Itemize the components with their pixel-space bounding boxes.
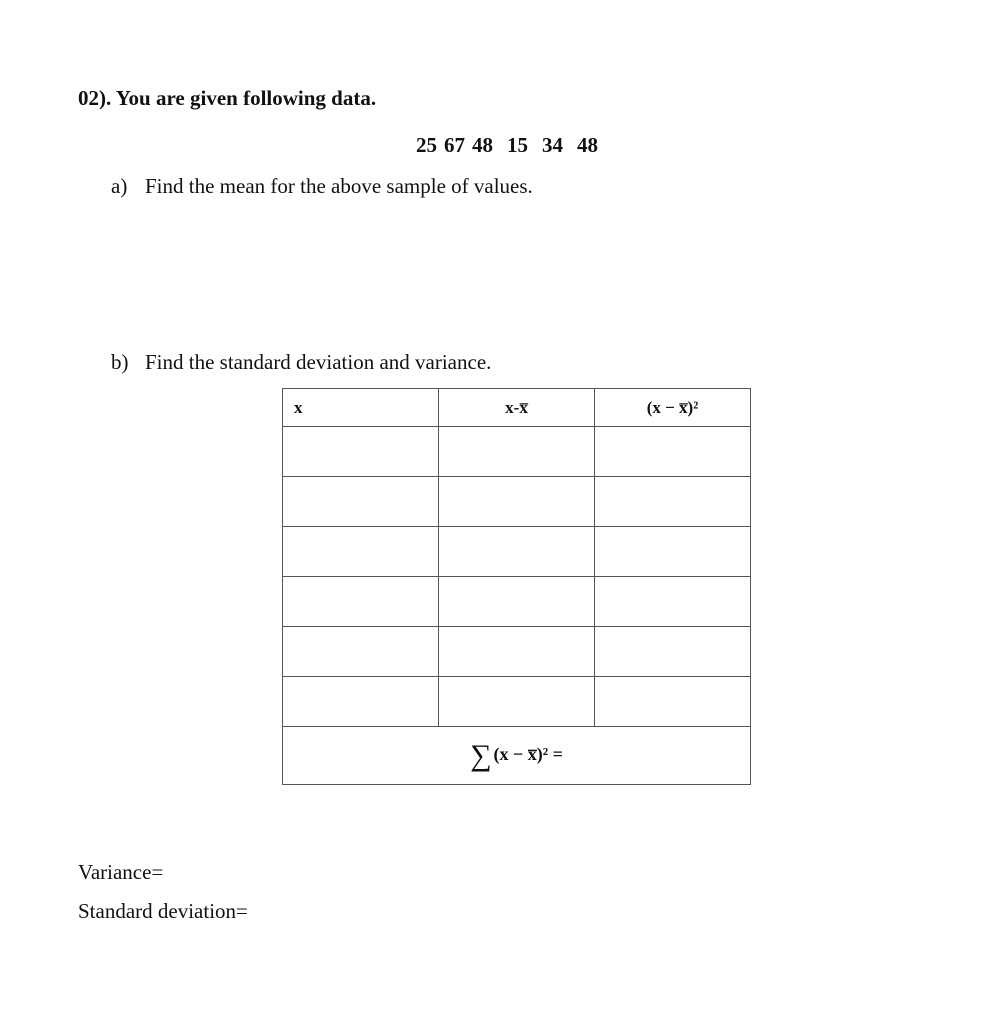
- calculation-table: [282, 388, 751, 785]
- part-a: [111, 174, 533, 199]
- header-deviation: x-x̅: [439, 389, 595, 427]
- table-cell[interactable]: [595, 527, 751, 577]
- table-cell[interactable]: [283, 527, 439, 577]
- table-cell[interactable]: [439, 577, 595, 627]
- table-cell[interactable]: [595, 627, 751, 677]
- table-header-row: [283, 389, 751, 427]
- table-cell[interactable]: [439, 527, 595, 577]
- variance-label: Variance=: [78, 860, 164, 884]
- table-cell[interactable]: [439, 677, 595, 727]
- table-cell[interactable]: [595, 677, 751, 727]
- data-value: 34: [542, 133, 563, 157]
- table-row: [283, 677, 751, 727]
- table-cell[interactable]: [283, 427, 439, 477]
- table-cell[interactable]: [283, 577, 439, 627]
- data-value: 48: [577, 133, 598, 157]
- sum-row: [283, 727, 751, 785]
- table-cell[interactable]: [439, 627, 595, 677]
- table-row: [283, 427, 751, 477]
- sum-cell[interactable]: [283, 727, 751, 785]
- question-heading: 02). You are given following data.: [78, 86, 377, 110]
- part-a-label: a): [111, 174, 128, 198]
- table-cell[interactable]: [595, 577, 751, 627]
- table-cell[interactable]: [283, 677, 439, 727]
- part-b-text: Find the standard deviation and variance.: [145, 350, 492, 374]
- table-cell[interactable]: [439, 477, 595, 527]
- data-value: 48: [472, 133, 493, 157]
- table-cell[interactable]: [439, 427, 595, 477]
- data-values: [416, 133, 612, 158]
- sum-label: (x − x̅)² =: [493, 743, 563, 764]
- data-value: 25: [416, 133, 437, 157]
- table-row: [283, 477, 751, 527]
- part-b-label: b): [111, 350, 129, 374]
- standard-deviation-label: Standard deviation=: [78, 899, 248, 923]
- header-x: x: [283, 389, 439, 427]
- data-value: 67: [444, 133, 465, 157]
- table-cell[interactable]: [283, 477, 439, 527]
- table-cell[interactable]: [595, 427, 751, 477]
- table-row: [283, 577, 751, 627]
- part-a-text: Find the mean for the above sample of values.: [145, 174, 533, 198]
- data-value: 15: [507, 133, 528, 157]
- header-squared-deviation: (x − x̅)²: [595, 389, 751, 427]
- sigma-symbol: ∑: [470, 738, 492, 772]
- table-cell[interactable]: [595, 477, 751, 527]
- table-row: [283, 527, 751, 577]
- table-row: [283, 627, 751, 677]
- part-b: [111, 350, 491, 375]
- table-cell[interactable]: [283, 627, 439, 677]
